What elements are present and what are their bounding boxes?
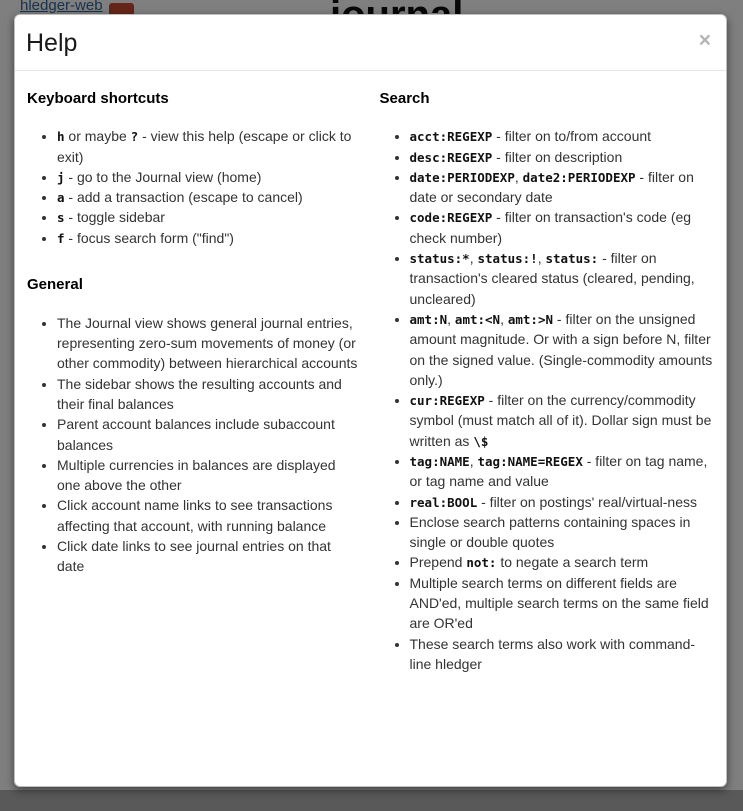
list-item (410, 451, 715, 492)
code-text: status:* (409, 251, 470, 267)
list-item (57, 126, 362, 167)
list-item (57, 414, 362, 455)
code-text: status:! (477, 251, 538, 267)
plain-text: - filter on transaction's code (eg check number) (409, 209, 692, 246)
list-item (57, 455, 362, 496)
code-text: tag:NAME (409, 454, 470, 469)
list-item (410, 309, 715, 390)
list-item (57, 374, 362, 415)
plain-text: , (537, 250, 546, 267)
code-text: f (57, 230, 65, 246)
plain-text: - add a transaction (escape to cancel) (64, 189, 303, 206)
modal-body (15, 71, 726, 717)
list-item (410, 207, 715, 248)
plain-text: , (469, 250, 478, 267)
list-item (57, 187, 362, 207)
help-list (27, 313, 362, 577)
list-item (57, 536, 362, 577)
plain-text: Click date links to see journal entries on that date (57, 538, 331, 575)
plain-text: , (500, 310, 508, 327)
list-item (57, 167, 362, 187)
list-item (57, 495, 362, 536)
code-text: h (57, 129, 65, 145)
code-text: date:PERIODEXP (409, 169, 515, 185)
section-heading: Keyboard shortcuts (27, 89, 169, 107)
code-text: acct:REGEXP (409, 129, 493, 145)
plain-text: - filter on the unsigned amount magnitude. Or with a sign before N, filter on the signed value. (Single-commodity amounts only.) (409, 310, 713, 388)
plain-text: - filter on postings' real/virtual-ness (477, 493, 697, 510)
section-heading: General (27, 276, 83, 294)
code-text: s (57, 210, 65, 226)
plain-text: Prepend (409, 554, 467, 571)
code-text: ? (130, 129, 139, 145)
plain-text: - view this help (escape or click to exit) (57, 128, 352, 165)
code-text: tag:NAME=REGEX (477, 454, 583, 469)
code-text: \$ (473, 433, 489, 449)
list-item (410, 167, 715, 208)
modal-header (15, 15, 726, 71)
list-item (410, 492, 715, 512)
plain-text: Parent account balances include subaccount balances (57, 416, 335, 453)
plain-text: The Journal view shows general journal entries, representing zero-sum movements of money (or other commodity) between hierarchical accounts (57, 314, 358, 372)
code-text: real:BOOL (409, 494, 478, 510)
plain-text: - filter on the currency/commodity symbol (must match all of it). Dollar sign must be written as (409, 392, 712, 449)
code-text: code:REGEXP (409, 210, 493, 226)
list-item (410, 126, 715, 146)
plain-text: - focus search form ("find") (64, 229, 234, 246)
list-item (57, 228, 362, 248)
plain-text: Enclose search patterns containing spaces in single or double quotes (409, 513, 691, 551)
code-text: a (57, 190, 65, 206)
code-text: not: (466, 555, 497, 571)
plain-text: Click account name links to see transactions affecting that account, with running balance (57, 497, 333, 534)
list-item (410, 248, 715, 309)
help-modal (14, 14, 727, 787)
plain-text: The sidebar shows the resulting accounts and their final balances (57, 375, 342, 412)
plain-text: or maybe (64, 128, 131, 145)
code-text: desc:REGEXP (409, 149, 493, 165)
section-heading: Search (379, 89, 430, 107)
plain-text: - filter on date or secondary date (409, 168, 694, 206)
list-item (410, 552, 715, 572)
code-text: j (57, 169, 65, 185)
list-item (410, 390, 715, 451)
plain-text: Multiple search terms on different fields are AND'ed, multiple search terms on the same field are OR'ed (409, 574, 709, 632)
plain-text: Multiple currencies in balances are displayed one above the other (57, 456, 336, 494)
plain-text: - filter on to/from account (492, 128, 652, 145)
plain-text: - go to the Journal view (home) (64, 168, 262, 185)
code-text: amt:N (409, 311, 448, 327)
list-item (410, 634, 715, 675)
list-item (57, 207, 362, 227)
code-text: status: (545, 251, 599, 267)
modal-title: Help (26, 29, 78, 57)
list-item (410, 147, 715, 167)
list-item (410, 512, 715, 553)
close-icon: × (698, 29, 711, 52)
code-text: cur:REGEXP (409, 393, 485, 409)
close-button[interactable] (699, 30, 711, 51)
plain-text: , (447, 310, 455, 327)
help-right-column (380, 88, 715, 697)
plain-text: , (469, 453, 478, 469)
code-text: amt:<N (454, 311, 501, 327)
list-item (57, 313, 362, 374)
plain-text: - toggle sidebar (64, 209, 165, 226)
plain-text: , (514, 168, 523, 185)
code-text: amt:>N (507, 311, 554, 327)
list-item (410, 573, 715, 634)
plain-text: These search terms also work with command-line hledger (409, 635, 696, 672)
plain-text: to negate a search term (496, 554, 649, 571)
help-list (380, 126, 715, 674)
code-text: date2:PERIODEXP (522, 169, 636, 185)
plain-text: - filter on description (492, 148, 623, 165)
plain-text: - filter on tag name, or tag name and value (409, 453, 708, 490)
plain-text: - filter on transaction's cleared status (cleared, pending, uncleared) (409, 250, 695, 307)
help-list (27, 126, 362, 248)
help-left-column (27, 88, 362, 697)
